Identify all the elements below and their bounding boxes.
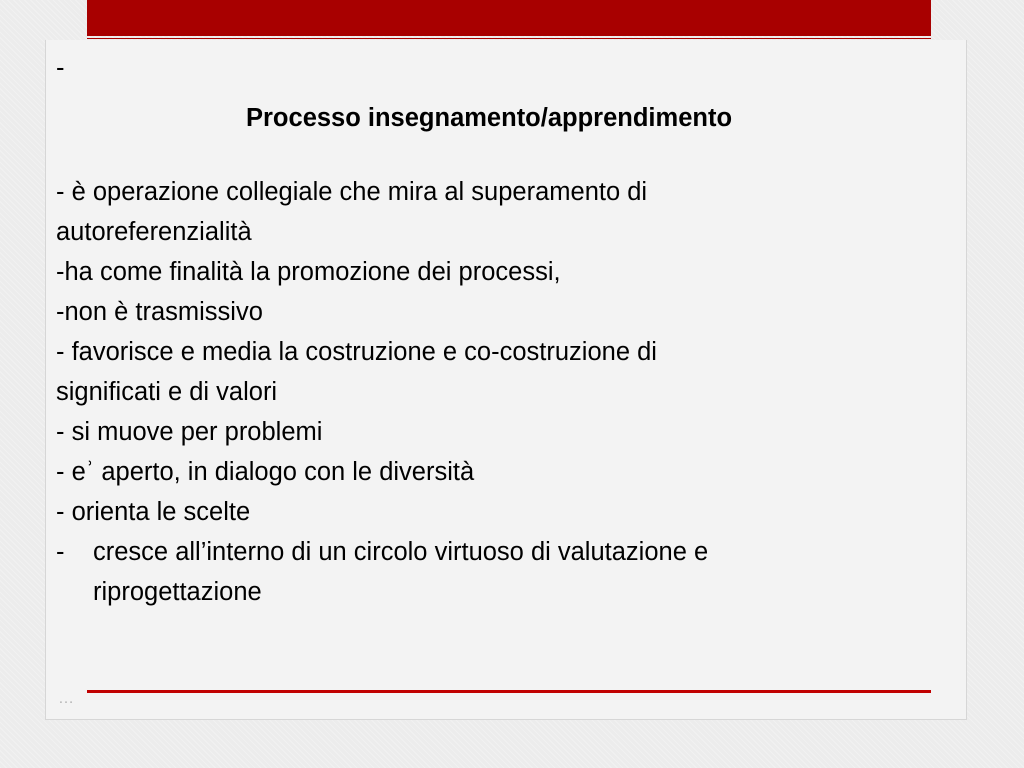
- bullet-text-line: riprogettazione: [93, 578, 262, 606]
- header-accent-bar: [87, 0, 931, 36]
- header-accent-line: [87, 38, 931, 39]
- bullet-line: - si muove per problemi: [56, 418, 323, 446]
- bullet-line: significati e di valori: [56, 378, 278, 406]
- bullet-line: -ha come finalità la promozione dei processi,: [56, 258, 561, 286]
- bullet-text: [93, 532, 708, 612]
- slide-text-block: [56, 52, 936, 612]
- bullet-line: - è operazione collegiale che mira al superamento di: [56, 178, 648, 206]
- bullet-line: - favorisce e media la costruzione e co-costruzione di: [56, 338, 657, 366]
- leading-dash: -: [56, 54, 65, 82]
- spacer: [56, 132, 936, 172]
- hanging-bullet-item: [56, 532, 936, 612]
- slide-title: Processo insegnamento/apprendimento: [246, 104, 733, 132]
- bullet-line: - eʾ aperto, in dialogo con le diversità: [56, 458, 475, 486]
- bullet-text-line: cresce all’interno di un circolo virtuoso di valutazione e: [93, 538, 709, 566]
- bullet-line: -non è trasmissivo: [56, 298, 263, 326]
- bullet-line: autoreferenzialità: [56, 218, 252, 246]
- bullet-line: - orienta le scelte: [56, 498, 251, 526]
- footer-ellipsis: …: [58, 690, 75, 707]
- bullet-dash: -: [56, 538, 65, 566]
- footer-accent-line: [87, 690, 931, 693]
